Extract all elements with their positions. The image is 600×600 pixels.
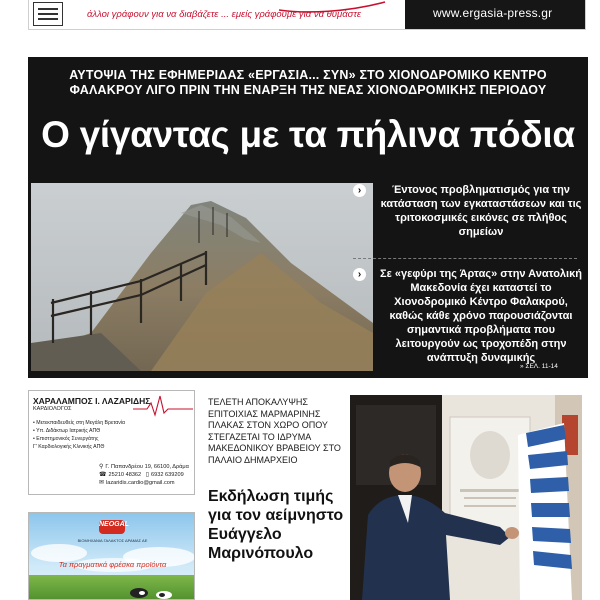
location-pin-icon: ⚲ (99, 464, 104, 470)
header-tagline: άλλοι γράφουν για να διαβάζετε ... εμείς γράφουμε για να θυμάστε (87, 9, 362, 20)
second-story-kicker: ΤΕΛΕΤΗ ΑΠΟΚΑΛΥΨΗΣ ΕΠΙΤΟΙΧΙΑΣ ΜΑΡΜΑΡΙΝΗΣ ΠΛΑΚΑΣ ΣΤΟΝ ΧΩΡΟ ΟΠΟΥ ΣΤΕΓΑΖΕΤΑΙ ΤΟ ΙΔΡΥΜΑ ΜΑΚΕΔΟΝΙΚΟΥ ΒΡΑΒΕΙΟΥ ΣΤΟ ΠΑΛΑΙΟ ΔΗΜΑΡΧΕΙΟ (208, 397, 341, 465)
masthead-strip (28, 0, 586, 30)
neogal-logo (99, 520, 129, 534)
doctor-email[interactable]: lazaridis.cardio@gmail.com (106, 480, 175, 486)
doctor-credential: • Μετεκπαιδευθείς στη Μεγάλη Βρετανία (33, 420, 125, 426)
doctor-advertisement[interactable] (28, 390, 195, 495)
lead-kicker-line-2: ΦΑΛΑΚΡΟΥ ΛΙΓΟ ΠΡΙΝ ΤΗΝ ΕΝΑΡΞΗ ΤΗΣ ΝΕΑΣ ΧΙΟΝΟΔΡΟΜΙΚΗΣ ΠΕΡΙΟΔΟΥ (69, 83, 547, 97)
lead-bullet-text: Έντονος προβληματισμός για την κατάσταση των εγκαταστάσεων και τις τριτοκοσμικές εικόνες σε πλήθος σημείων (380, 184, 582, 238)
bullet-divider (353, 258, 577, 259)
plaque-unveiling-photo (350, 395, 582, 600)
cows-illustration (29, 583, 195, 600)
mobile-icon: ▯ (145, 472, 150, 478)
doctor-name: ΧΑΡΑΛΑΜΠΟΣ Ι. ΛΑΖΑΡΙΔΗΣ (33, 396, 151, 406)
lead-headline[interactable]: Ο γίγαντας με τα πήλινα πόδια (41, 114, 575, 155)
dairy-advertisement[interactable] (28, 512, 195, 600)
dairy-slogan: Τα πραγματικά φρέσκα προϊόντα (58, 560, 167, 569)
doctor-address-row (99, 463, 189, 470)
newspaper-logo-icon (33, 2, 63, 26)
page-reference[interactable]: » ΣΕΛ. 11-14 (520, 363, 558, 370)
doctor-specialty: ΚΑΡΔΙΟΛΟΓΟΣ (33, 406, 72, 412)
doctor-phone: 25210 48362 (108, 472, 142, 478)
doctor-mobile: 6932 639209 (151, 472, 184, 478)
lead-story (28, 57, 588, 378)
doctor-credential: • Επιστημονικός Συνεργάτης (33, 436, 99, 442)
doctor-credential: Γ' Καρδιολογικής Κλινικής ΑΠΘ (33, 444, 105, 450)
neogal-logo-text: NEOGAL (99, 521, 129, 528)
swoosh-decoration (277, 0, 387, 14)
heartbeat-icon (133, 393, 193, 419)
doctor-email-row (99, 479, 175, 486)
email-icon: ✉ (99, 480, 105, 486)
phone-icon: ☎ (99, 472, 107, 478)
second-story-headline[interactable]: Εκδήλωση τιμής για τον αείμνηστο Ευάγγελο Μαρινόπουλο (208, 488, 344, 562)
lead-bullet-text: Σε «γεφύρι της Άρτας» στην Ανατολική Μακεδονία έχει καταστεί το Χιονοδρομικό Κέντρο Φαλακρού, καθώς κάθε χρόνο παρουσιάζονται σημαντικά προβλήματα που λειτουργούν ως τροχοπέδη στην ανάπτυξη δυναμικής (380, 268, 582, 364)
lead-kicker-line-1: ΑΥΤΟΨΙΑ ΤΗΣ ΕΦΗΜΕΡΙΔΑΣ «ΕΡΓΑΣΙΑ... ΣΥΝ» ΣΤΟ ΧΙΟΝΟΔΡΟΜΙΚΟ ΚΕΝΤΡΟ (69, 68, 547, 82)
chevron-right-icon: › (353, 184, 366, 197)
website-link[interactable]: www.ergasia-press.gr (433, 6, 553, 20)
dairy-company-name: ΒΙΟΜΗΧΑΝΙΑ ΓΑΛΑΚΤΟΣ ΔΡΑΜΑΣ ΑΕ (77, 538, 148, 543)
ski-center-photo (31, 183, 373, 371)
doctor-address: Γ. Παπανδρέου 19, 66100, Δράμα (105, 464, 189, 470)
chevron-right-icon: › (353, 268, 366, 281)
doctor-credential: • Υπ. Διδάκτωρ Ιατρικής ΑΠΘ (33, 428, 101, 434)
doctor-phone-row (99, 471, 184, 478)
